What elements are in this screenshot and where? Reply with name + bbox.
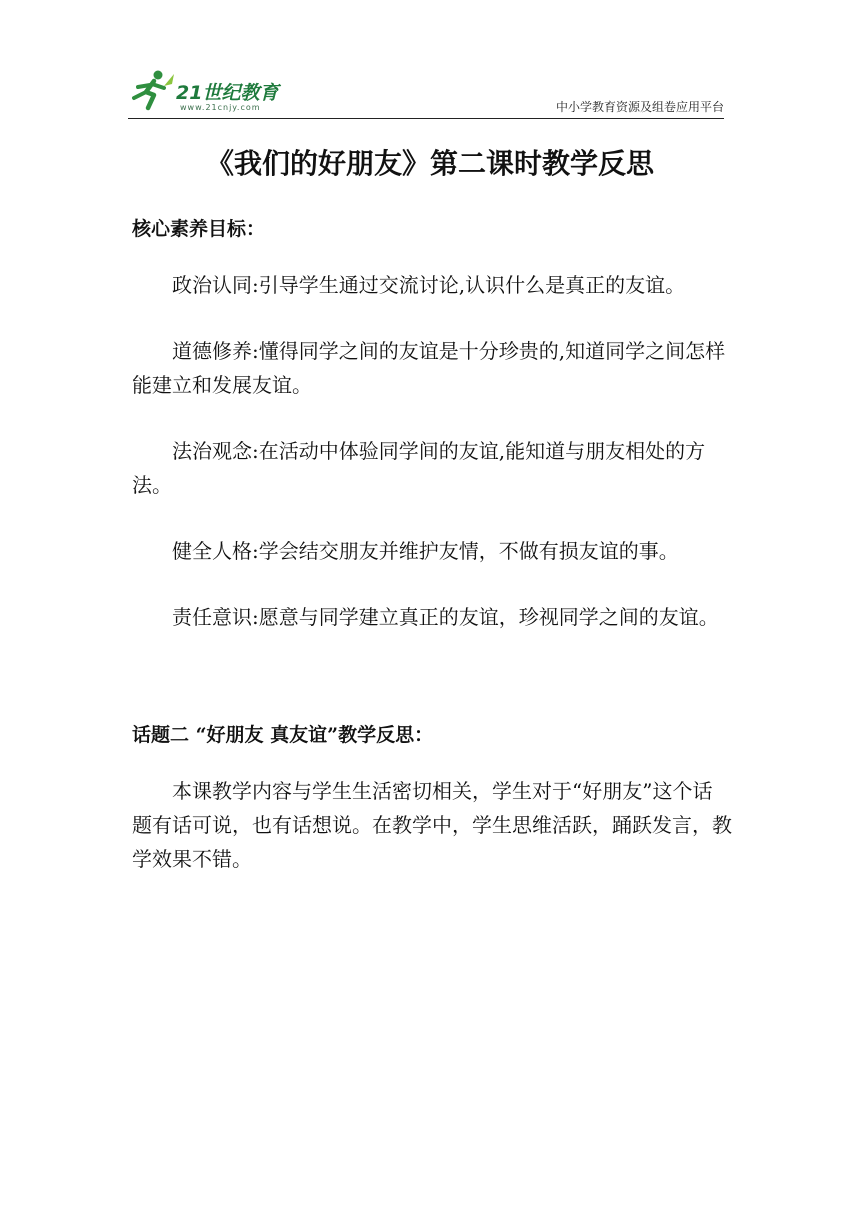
paragraph-responsibility: 责任意识:愿意与同学建立真正的友谊，珍视同学之间的友谊。 — [172, 605, 719, 629]
paragraph-political: 政治认同:引导学生通过交流讨论,认识什么是真正的友谊。 — [172, 273, 686, 297]
logo-text: 21世纪教育 — [176, 82, 279, 104]
section-heading-core-goals: 核心素养目标： — [132, 218, 266, 240]
logo — [128, 68, 308, 116]
document-body — [132, 214, 732, 876]
paragraph-moral: 道德修养:懂得同学之间的友谊是十分珍贵的,知道同学之间怎样能建立和发展友谊。 — [132, 339, 726, 397]
logo-url: www.21cnjy.com — [180, 103, 261, 112]
paragraph-personality: 健全人格:学会结交朋友并维护友情，不做有损友谊的事。 — [172, 539, 679, 563]
platform-label: 中小学教育资源及组卷应用平台 — [555, 100, 724, 114]
paragraph-reflection: 本课教学内容与学生生活密切相关，学生对于“好朋友”这个话题有话可说，也有话想说。在教学中，学生思维活跃，踊跃发言，教学效果不错。 — [132, 779, 732, 871]
section-heading-topic-two: 话题二 “好朋友 真友谊”教学反思： — [132, 724, 434, 746]
running-figure-icon — [128, 68, 180, 112]
page-title: 《我们的好朋友》第二课时教学反思 — [205, 147, 654, 180]
paragraph-law: 法治观念:在活动中体验同学间的友谊,能知道与朋友相处的方法。 — [132, 439, 706, 497]
page-header — [128, 66, 724, 119]
